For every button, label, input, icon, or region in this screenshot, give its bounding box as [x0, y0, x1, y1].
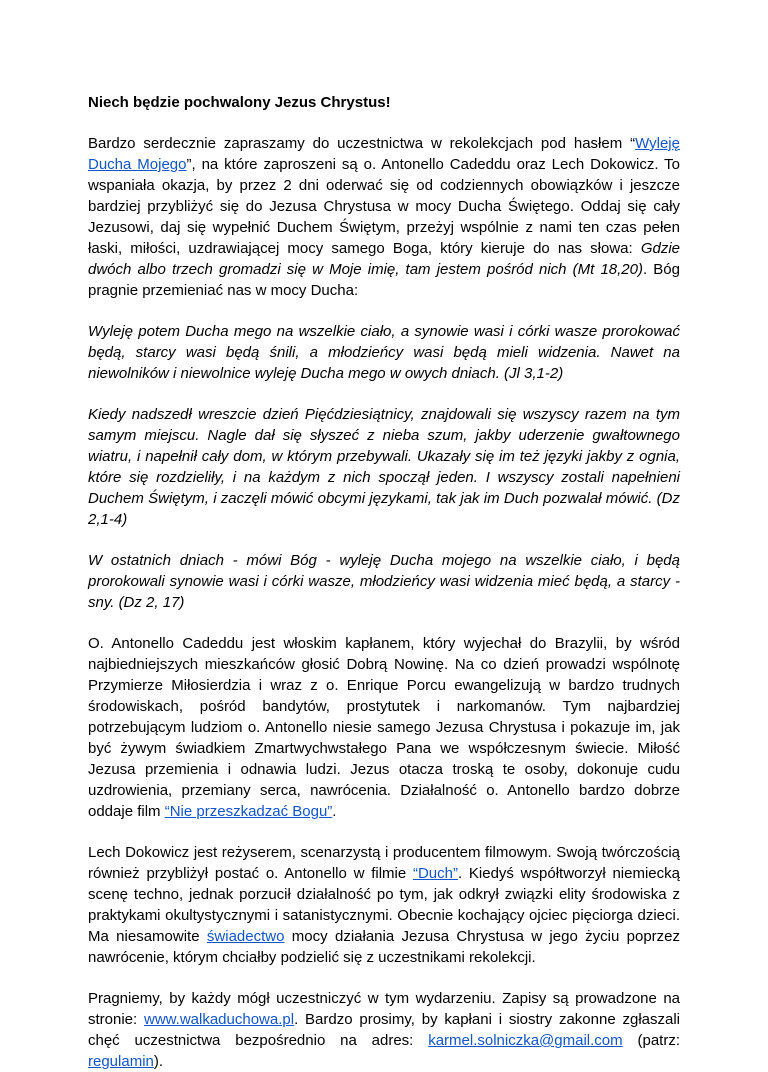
registration-paragraph	[88, 988, 680, 1072]
email-link[interactable]: karmel.solniczka@gmail.com	[428, 1032, 623, 1049]
antonello-paragraph	[88, 633, 680, 822]
dokowicz-paragraph	[88, 842, 680, 968]
dokowicz-text-3: mocy działania Jezusa Chrystusa w jego życiu poprzez nawrócenie, którym chciałby podzielić się z uczestnikami rekolekcji.	[88, 928, 681, 966]
scripture-quote-acts-2-1: Kiedy nadszedł wreszcie dzień Pięćdziesiątnicy, znajdowali się wszyscy razem na tym samym miejscu. Nagle dał się słyszeć z nieba szum, jakby uderzenie gwałtownego wiatru, i napełnił cały dom, w którym przebywali. Ukazały się im też języki jakby z ognia, które się rozdzieliły, i na każdym z nich spoczął jeden. I wszyscy zostali napełnieni Duchem Świętym, i zaczęli mówić obcymi językami, tak jak im Duch pozwalał mówić. (Dz 2,1-4)	[88, 406, 680, 528]
dokowicz-text-1: Lech Dokowicz jest reżyserem, scenarzystą i producentem filmowym. Swoją twórczością również przybliżył postać o. Antonello w filmie	[88, 844, 680, 882]
intro-text-3: . Bóg pragnie przemieniać nas w mocy Ducha:	[88, 261, 680, 299]
scripture-quote-joel: Wyleję potem Ducha mego na wszelkie ciało, a synowie wasi i córki wasze prorokować będą, starcy wasi będą śnili, a młodzieńcy wasi będą mieli widzenia. Nawet na niewolników i niewolnice wyleję Ducha mego w owych dniach. (Jl 3,1-2)	[88, 323, 680, 382]
intro-paragraph	[88, 133, 680, 301]
document-heading: Niech będzie pochwalony Jezus Chrystus!	[88, 94, 391, 111]
registration-text-4: ).	[153, 1053, 164, 1070]
scripture-quote-acts-2-17: W ostatnich dniach - mówi Bóg - wyleję Ducha mojego na wszelkie ciało, i będą prorokowali synowie wasi i córki wasze, młodzieńcy wasi widzenia mieć będą, a starcy - sny. (Dz 2, 17)	[88, 552, 680, 611]
intro-scripture-quote: Gdzie dwóch albo trzech gromadzi się w Moje imię, tam jestem pośród nich (Mt 18,20)	[88, 240, 680, 278]
antonello-text-1: O. Antonello Cadeddu jest włoskim kapłanem, który wyjechał do Brazylii, by wśród najbiedniejszych mieszkańców głosić Dobrą Nowinę. Na co dzień prowadzi wspólnotę Przymierze Miłosierdzia i wraz z o. Enrique Porcu ewangelizują w bardzo trudnych środowiskach, pośród bandytów, prostytutek i narkomanów. Tym najbardziej potrzebującym ludziom o. Antonello niesie samego Jezusa Chrystusa i pokazuje im, jak być żywym świadkiem Zmartwychwstałego Pana we współczesnym świecie. Miłość Jezusa przemienia i odnawia ludzi. Jezus otacza troską te osoby, dokonuje cudu uzdrowienia, przemiany serca, nawrócenia. Działalność o. Antonello bardzo dobrze oddaje film	[88, 635, 680, 820]
antonello-text-2: .	[332, 803, 337, 820]
regulations-link[interactable]: regulamin	[88, 1053, 154, 1070]
film-duch-link[interactable]: “Duch”	[412, 865, 458, 882]
retreat-title-link[interactable]: Wyleję Ducha Mojego	[88, 135, 680, 173]
registration-text-3: (patrz:	[622, 1032, 680, 1049]
registration-text-2: . Bardzo prosimy, by kapłani i siostry zakonne zgłaszali chęć uczestnictwa bezpośrednio na adres:	[88, 1011, 680, 1049]
testimony-link[interactable]: świadectwo	[206, 928, 285, 945]
film-nie-przeszkadzac-bogu-link[interactable]: “Nie przeszkadzać Bogu”	[164, 803, 333, 820]
intro-text-1: Bardzo serdecznie zapraszamy do uczestnictwa w rekolekcjach pod hasłem “	[88, 135, 636, 152]
website-link[interactable]: www.walkaduchowa.pl	[144, 1011, 295, 1028]
registration-text-1: Pragniemy, by każdy mógł uczestniczyć w tym wydarzeniu. Zapisy są prowadzone na stronie:	[88, 990, 680, 1028]
intro-text-2: ”, na które zaproszeni są o. Antonello Cadeddu oraz Lech Dokowicz. To wspaniała okazja, by przez 2 dni oderwać się od codziennych obowiązków i jeszcze bardziej przybliżyć się do Jezusa Chrystusa w mocy Ducha Świętego. Oddaj się cały Jezusowi, daj się wypełnić Duchem Świętym, przeżyj wspólnie z nami ten czas pełen łaski, miłości, uzdrawiającej mocy samego Boga, który kieruje do nas słowa:	[88, 156, 680, 257]
dokowicz-text-2: . Kiedyś współtworzył niemiecką scenę techno, jednak porzucił działalność po tym, jak odkrył związki elity środowiska z praktykami okultystycznymi i satanistycznymi. Obecnie kochający ojciec pięciorga dzieci. Ma niesamowite	[88, 865, 680, 945]
